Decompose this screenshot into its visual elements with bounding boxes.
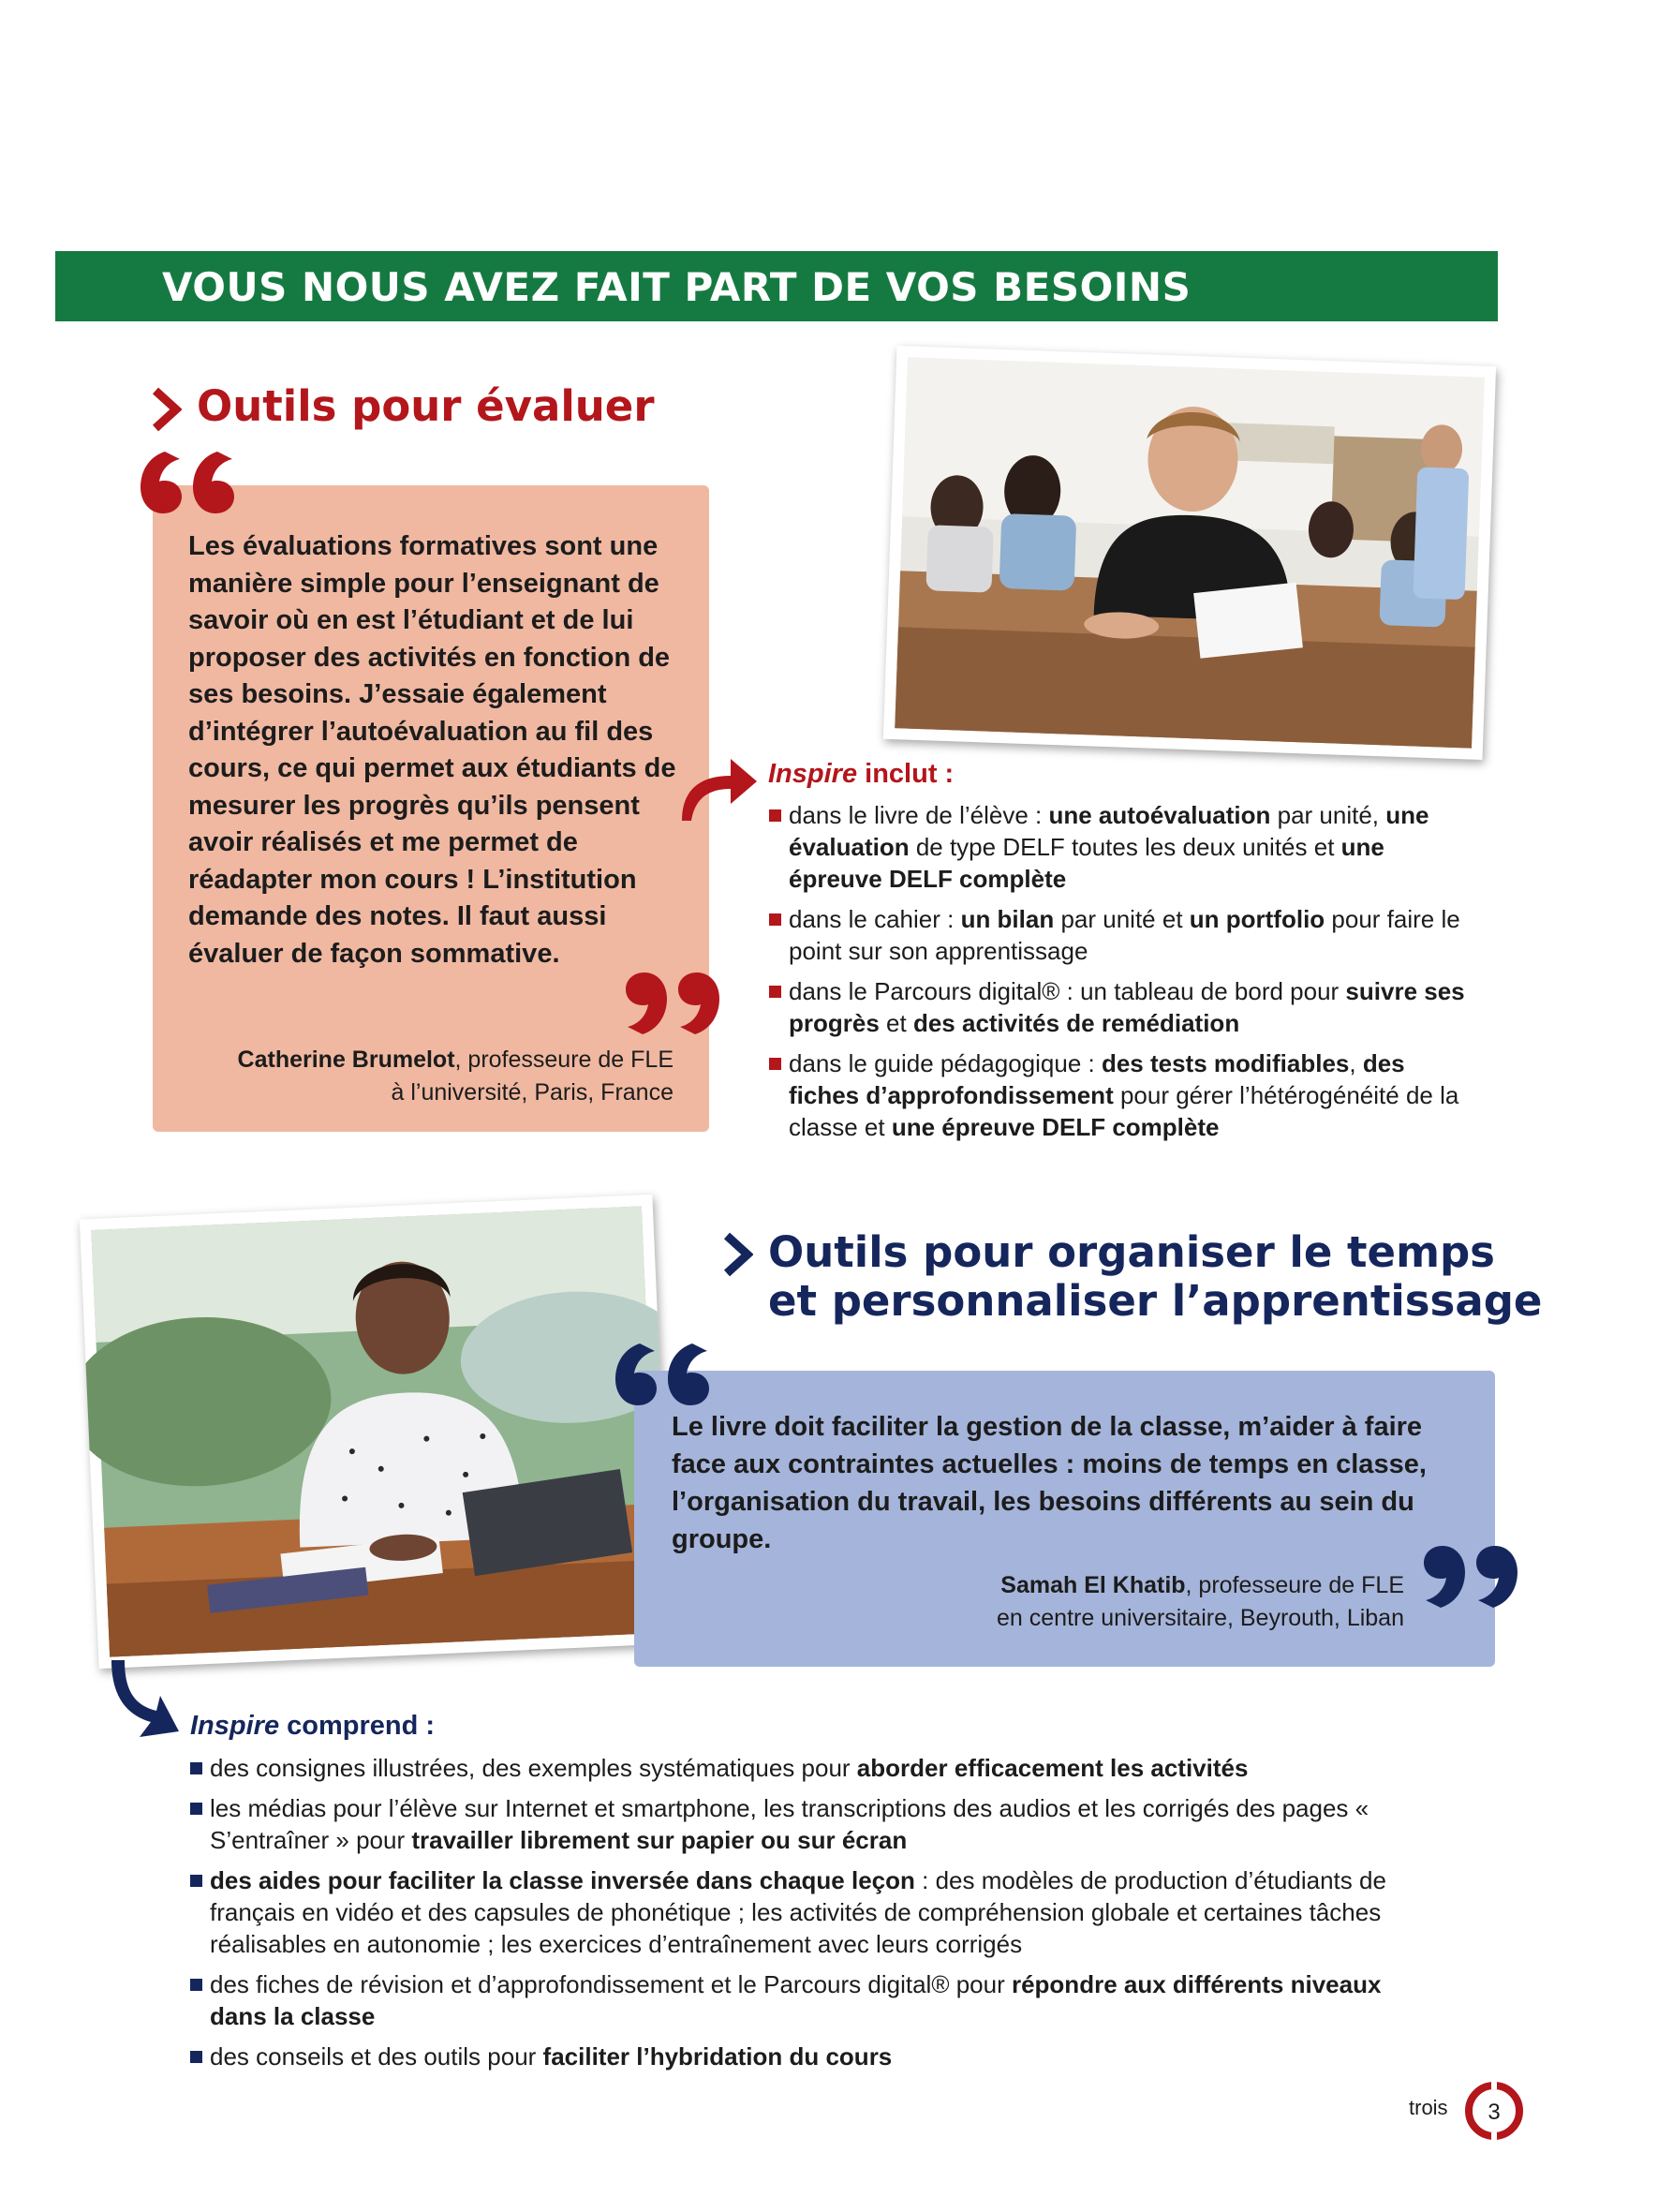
list-item-emphasis: suivre ses progrès — [789, 977, 1465, 1037]
list-item-emphasis: travailler librement sur papier ou sur écran — [411, 1826, 908, 1854]
square-bullet-icon — [190, 2051, 202, 2063]
author-place: à l’université, Paris, France — [391, 1079, 674, 1106]
comprend-list — [190, 1752, 1436, 2072]
list-item — [769, 799, 1481, 895]
page-number: 3 — [1488, 2100, 1501, 2125]
list-title-rest: comprend : — [279, 1711, 436, 1741]
photo-student-laptop — [80, 1195, 672, 1669]
list-item-text: des fiches de révision et d’approfondissement et le Parcours digital® pour — [210, 1970, 1012, 1998]
list-item-emphasis: des aides pour faciliter la classe inversée dans chaque leçon — [210, 1866, 915, 1894]
author-role: , professeure de FLE — [454, 1047, 674, 1073]
list-item-emphasis: une autoévaluation — [1048, 801, 1271, 829]
list-item-emphasis: faciliter l’hybridation du cours — [542, 2042, 893, 2071]
list-item — [769, 903, 1481, 967]
list-item — [190, 1752, 1436, 1784]
close-quote-icon — [1422, 1542, 1519, 1611]
list-item-text: , — [1349, 1049, 1363, 1077]
list-title-inclut — [768, 759, 954, 790]
comprend-list-container — [190, 1752, 1436, 2081]
list-item-text: et — [879, 1009, 913, 1037]
student-illustration — [80, 1195, 672, 1669]
testimonial-text: Les évaluations formatives sont une manière simple pour l’enseignant de savoir où en est l’étudiant et de lui proposer des activités en fonction de ses besoins. J’essaie également d’intégrer l’autoévaluation au fil des cours, ce qui permet aux étudiants de mesurer les progrès qu’ils pensent avoir réalisés et me permet de réadapter mon cours ! L’institution demande des notes. Il faut aussi évaluer de façon sommative. — [188, 531, 676, 969]
page-number-badge — [1463, 2080, 1525, 2142]
author-name: Samah El Khatib — [1000, 1572, 1186, 1598]
author-place: en centre universitaire, Beyrouth, Liban — [997, 1605, 1404, 1631]
list-item — [190, 1864, 1436, 1960]
list-item-emphasis: une évaluation — [789, 801, 1429, 861]
testimonial-author — [748, 1569, 1404, 1635]
inclut-list-container — [769, 799, 1481, 1151]
list-item-text: dans le cahier : — [789, 905, 961, 933]
list-item — [190, 1968, 1436, 2032]
classroom-illustration — [883, 346, 1496, 760]
list-title-brand: Inspire — [768, 759, 858, 789]
list-item-text: des consignes illustrées, des exemples systématiques pour — [210, 1754, 857, 1782]
square-bullet-icon — [190, 1803, 202, 1815]
list-item-text: dans le livre de l’élève : — [789, 801, 1049, 829]
list-item-text: des conseils et des outils pour — [210, 2042, 543, 2071]
chevron-right-icon — [721, 1232, 753, 1277]
list-item-emphasis: des tests modifiables — [1101, 1049, 1350, 1077]
curved-arrow-icon — [676, 750, 761, 824]
chevron-right-icon — [150, 387, 182, 432]
list-item — [190, 2041, 1436, 2072]
section-title-line1: Outils pour organiser le temps — [768, 1227, 1495, 1277]
testimonial-box-organiser — [634, 1371, 1495, 1667]
list-item-text: de type DELF toutes les deux unités et — [909, 833, 1341, 861]
open-quote-icon — [139, 448, 236, 517]
square-bullet-icon — [769, 1058, 781, 1070]
list-title-rest: inclut : — [857, 759, 955, 789]
list-item-text: pour faire le point sur son apprentissage — [789, 905, 1460, 965]
list-item-emphasis: des activités de remédiation — [912, 1009, 1240, 1037]
list-item — [769, 975, 1481, 1039]
section-title-organiser — [768, 1228, 1542, 1326]
list-item-emphasis: un bilan — [960, 905, 1055, 933]
section-header-band — [55, 251, 1498, 321]
page-word: trois — [1409, 2096, 1448, 2119]
square-bullet-icon — [769, 913, 781, 926]
inclut-list — [769, 799, 1481, 1143]
photo-classroom — [883, 346, 1496, 760]
close-quote-icon — [624, 969, 721, 1038]
list-item-emphasis: des fiches d’approfondissement — [789, 1049, 1405, 1109]
list-item-text: par unité, — [1270, 801, 1386, 829]
section-title-line2: et personnaliser l’apprentissage — [768, 1276, 1543, 1326]
list-title-brand: Inspire — [190, 1711, 280, 1741]
author-name: Catherine Brumelot — [237, 1047, 455, 1073]
testimonial-author — [168, 1044, 674, 1109]
square-bullet-icon — [190, 1875, 202, 1887]
list-item — [190, 1792, 1436, 1856]
list-item — [769, 1047, 1481, 1143]
square-bullet-icon — [769, 809, 781, 822]
testimonial-text: Le livre doit faciliter la gestion de la classe, m’aider à faire face aux contraintes actuelles : moins de temps en classe, l’organisation du travail, les besoins différents au sein du groupe. — [672, 1412, 1427, 1554]
page-heading: VOUS NOUS AVEZ FAIT PART DE VOS BESOINS — [162, 264, 1192, 310]
square-bullet-icon — [190, 1762, 202, 1774]
list-item-emphasis: répondre aux différents niveaux dans la classe — [210, 1970, 1382, 2030]
list-item-text: dans le guide pédagogique : — [789, 1049, 1102, 1077]
list-item-emphasis: une épreuve DELF complète — [789, 833, 1384, 893]
list-item-text: les médias pour l’élève sur Internet et smartphone, les transcriptions des audios et les corrigés des pages « S’entraîner » pour — [210, 1794, 1369, 1854]
list-item-emphasis: une épreuve DELF complète — [891, 1113, 1220, 1141]
square-bullet-icon — [190, 1979, 202, 1991]
author-role: , professeure de FLE — [1185, 1572, 1404, 1598]
list-item-emphasis: aborder efficacement les activités — [856, 1754, 1249, 1782]
list-item-emphasis: un portfolio — [1189, 905, 1325, 933]
list-item-text: pour gérer l’hétérogénéité de la classe et — [789, 1081, 1459, 1141]
open-quote-icon — [614, 1340, 711, 1409]
curved-arrow-icon — [98, 1656, 183, 1741]
list-item-text: : des modèles de production d’étudiants de français en vidéo et des capsules de phonétique ; les activités de compréhension globale et certaines tâches réalisables en autonomie ; les exercices d’entraînement avec leurs corrigés — [210, 1866, 1386, 1958]
list-item-text: par unité et — [1054, 905, 1190, 933]
section-title-evaluer: Outils pour évaluer — [197, 381, 655, 431]
list-item-text: dans le Parcours digital® : un tableau de bord pour — [789, 977, 1346, 1005]
list-title-comprend — [190, 1711, 435, 1742]
square-bullet-icon — [769, 986, 781, 998]
